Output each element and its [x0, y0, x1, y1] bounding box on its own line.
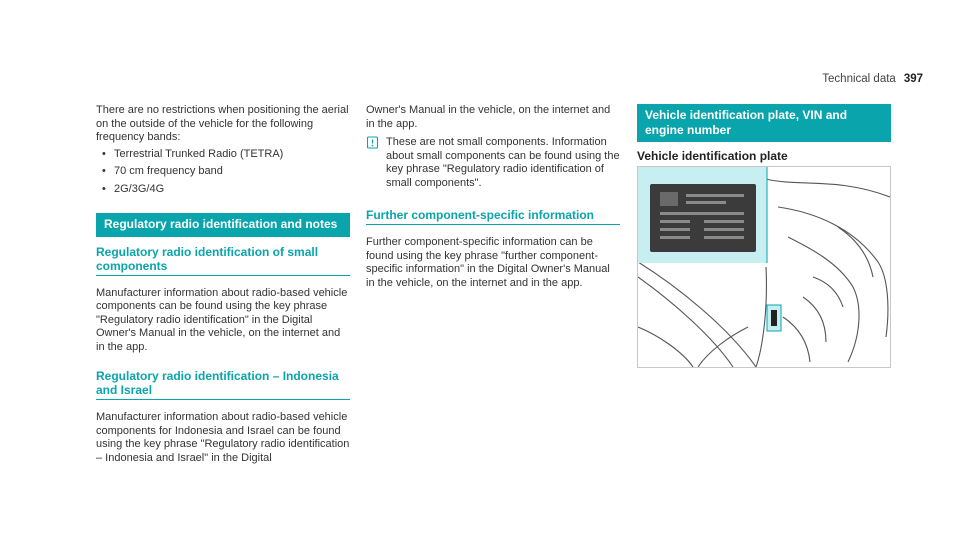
bullet-icon: •: [102, 165, 106, 177]
further-info-paragraph: Further component-specific information can be found using the key phrase "further component-specific information" in the Digital Owner's Manual in the vehicle, on the internet and in the app.: [366, 236, 610, 289]
section-banner-vehicle-id: Vehicle identification plate, VIN and engine number: [637, 104, 891, 142]
indonesia-israel-paragraph: Manufacturer information about radio-based vehicle components for Indonesia and Israel can be found using the key phrase "Regulatory radio identification – Indonesia and Israel" in the Digital: [96, 411, 350, 464]
list-item: • Terrestrial Trunked Radio (TETRA): [102, 147, 284, 160]
column-1: [96, 104, 350, 465]
continued-paragraph: Owner's Manual in the vehicle, on the internet and in the app.: [366, 104, 611, 130]
running-header: [822, 73, 923, 85]
subheading-small-components: Regulatory radio identification of small components: [96, 245, 350, 276]
bullet-icon: •: [102, 147, 106, 160]
intro-paragraph: There are no restrictions when positioning the aerial on the outside of the vehicle for the following frequency bands:: [96, 104, 349, 143]
note-text: These are not small components. Information about small components can be found using the key phrase "Regulatory radio identification of small components".: [386, 136, 620, 189]
vehicle-identification-plate-illustration: [638, 167, 890, 367]
column-3: [637, 104, 891, 163]
small-components-paragraph: Manufacturer information about radio-based vehicle components can be found using the key phrase "Regulatory radio identification" in the Digital Owner's Manual in the vehicle, on the internet and in the app.: [96, 286, 348, 353]
vehicle-identification-plate-figure: [637, 166, 891, 368]
subheading-further-info: Further component-specific information: [366, 208, 620, 225]
note-block: [366, 136, 620, 190]
note-icon: [366, 136, 379, 149]
bullet-icon: •: [102, 182, 106, 195]
list-item: • 2G/3G/4G: [102, 182, 165, 195]
column-2: [366, 104, 620, 290]
section-banner-radio-identification: Regulatory radio identification and notes: [96, 213, 350, 237]
heading-vehicle-id-plate: Vehicle identification plate: [637, 149, 788, 163]
header-section-title: Technical data: [822, 73, 896, 85]
frequency-band-list: [96, 148, 350, 197]
page-number: 397: [903, 73, 923, 85]
list-item: • 70 cm frequency band: [102, 165, 223, 177]
subheading-indonesia-israel: Regulatory radio identification – Indonesia and Israel: [96, 369, 350, 400]
